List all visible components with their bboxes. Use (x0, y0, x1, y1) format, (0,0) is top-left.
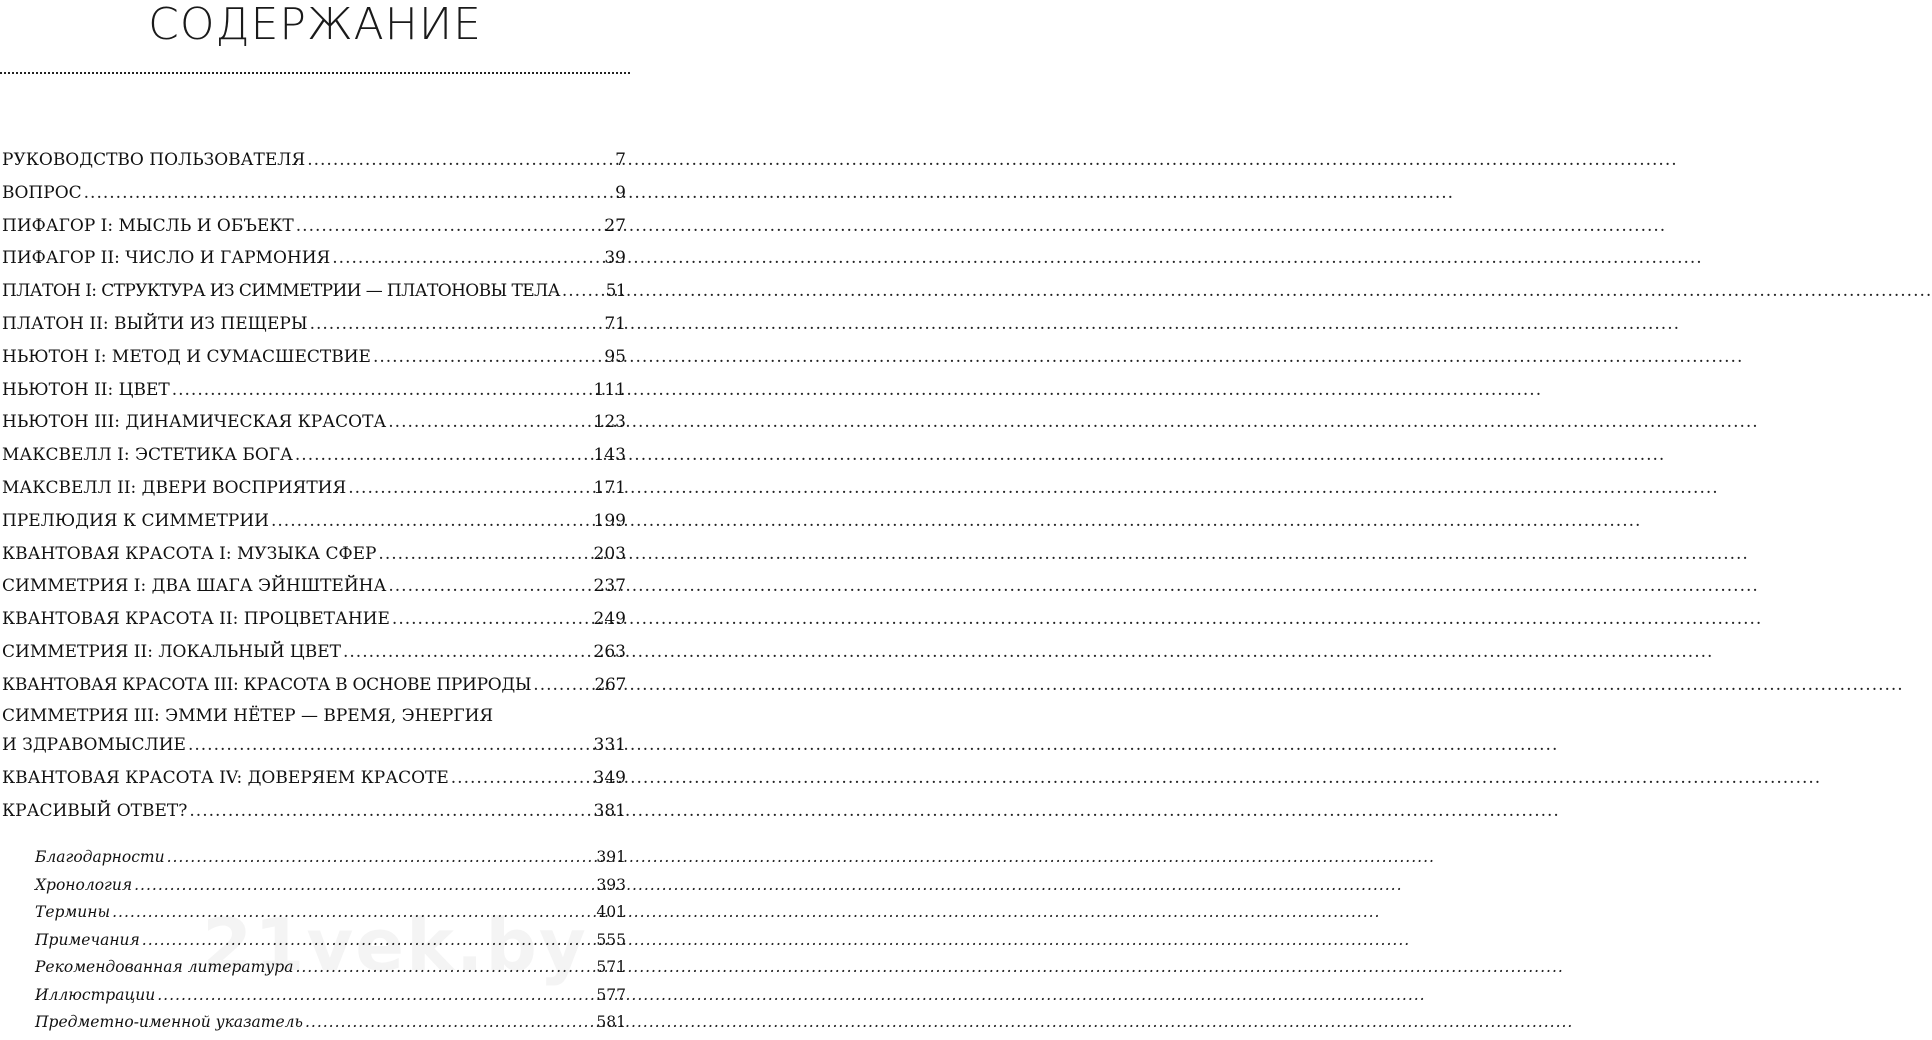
toc-entry-label: Иллюстрации (35, 985, 156, 1004)
toc-entry-page: 71 (604, 313, 626, 334)
toc-entry[interactable] (2, 669, 626, 702)
toc-entry-label: Примечания (35, 930, 140, 949)
toc-entry[interactable] (2, 406, 626, 439)
toc-entry-page: 393 (596, 875, 626, 894)
toc-entry-page: 9 (615, 182, 626, 203)
toc-entry[interactable] (2, 603, 626, 636)
leader-dots (112, 899, 594, 927)
toc-entry-label: НЬЮТОН I: МЕТОД И СУМАСШЕСТВИЕ (2, 346, 371, 367)
toc-entry-label: РУКОВОДСТВО ПОЛЬЗОВАТЕЛЯ (2, 150, 306, 170)
leader-dots (142, 927, 595, 955)
toc-entry-page: 401 (596, 903, 626, 921)
toc-main-list (2, 144, 626, 828)
leader-dots (157, 982, 594, 1010)
toc-entry[interactable] (2, 702, 626, 763)
toc-entry[interactable] (2, 308, 626, 341)
toc-entry-page: 39 (604, 248, 626, 269)
toc-entry[interactable] (2, 505, 626, 538)
leader-dots (332, 242, 602, 275)
toc-entry-label: ПРЕЛЮДИЯ К СИММЕТРИИ (2, 510, 269, 531)
leader-dots (189, 795, 591, 828)
toc-entry-label: Термины (35, 903, 111, 921)
toc-entry-label: КВАНТОВАЯ КРАСОТА I: МУЗЫКА СФЕР (2, 543, 377, 564)
toc-entry-label: Хронология (35, 875, 133, 894)
leader-dots (172, 374, 592, 407)
title-dotted-divider (0, 72, 630, 74)
toc-entry[interactable] (2, 538, 626, 571)
toc-entry-label: СИММЕТРИЯ I: ДВА ШАГА ЭЙНШТЕЙНА (2, 576, 387, 597)
leader-dots (305, 1009, 594, 1037)
leader-dots (188, 730, 592, 760)
toc-back-entry[interactable] (35, 872, 626, 900)
toc-entry[interactable] (2, 762, 626, 795)
toc-entry-label: КВАНТОВАЯ КРАСОТА IV: ДОВЕРЯЕМ КРАСОТЕ (2, 768, 449, 789)
leader-dots (295, 954, 594, 982)
toc-entry-page: 111 (593, 379, 626, 400)
toc-entry-label: Рекомендованная литература (35, 958, 294, 976)
leader-dots (533, 669, 592, 702)
toc-entry-label: ПЛАТОН I: СТРУКТУРА ИЗ СИММЕТРИИ — ПЛАТОНОВЫ ТЕЛА (2, 281, 560, 302)
toc-back-matter-list (35, 844, 626, 1037)
toc-entry-page: 51 (605, 281, 626, 302)
leader-dots (392, 603, 592, 636)
toc-entry-page: 267 (594, 674, 626, 695)
toc-back-entry[interactable] (35, 982, 626, 1010)
toc-entry[interactable] (2, 144, 626, 177)
toc-entry[interactable] (2, 636, 626, 669)
toc-entry-label: Благодарности (35, 848, 165, 866)
toc-back-entry[interactable] (35, 844, 626, 872)
toc-back-entry[interactable] (35, 954, 626, 982)
toc-entry-label: НЬЮТОН II: ЦВЕТ (2, 379, 170, 400)
toc-entry-page: 571 (596, 958, 626, 976)
leader-dots (167, 844, 595, 872)
leader-dots (373, 341, 602, 374)
toc-entry[interactable] (2, 570, 626, 603)
leader-dots (562, 275, 604, 308)
toc-entry-page: 555 (596, 930, 626, 949)
leader-dots (388, 406, 591, 439)
toc-entry-label: МАКСВЕЛЛ II: ДВЕРИ ВОСПРИЯТИЯ (2, 477, 347, 498)
toc-entry-page: 143 (593, 445, 626, 466)
toc-entry-page: 203 (593, 543, 626, 564)
toc-entry-page: 581 (596, 1013, 626, 1031)
toc-entry-label: СИММЕТРИЯ II: ЛОКАЛЬНЫЙ ЦВЕТ (2, 641, 341, 662)
toc-entry[interactable] (2, 210, 626, 243)
toc-back-entry[interactable] (35, 927, 626, 955)
toc-entry-page: 331 (593, 734, 626, 755)
toc-entry[interactable] (2, 439, 626, 472)
toc-entry-label: НЬЮТОН III: ДИНАМИЧЕСКАЯ КРАСОТА (2, 412, 387, 433)
leader-dots (84, 177, 614, 210)
toc-entry-label: КРАСИВЫЙ ОТВЕТ? (2, 801, 188, 822)
toc-entry-page: 7 (615, 150, 626, 170)
toc-entry-label: ПИФАГОР II: ЧИСЛО И ГАРМОНИЯ (2, 248, 331, 269)
toc-entry[interactable] (2, 795, 626, 828)
toc-entry-page: 577 (596, 985, 626, 1004)
toc-entry-label: КВАНТОВАЯ КРАСОТА II: ПРОЦВЕТАНИЕ (2, 609, 390, 630)
toc-entry-page: 249 (593, 609, 626, 630)
leader-dots (296, 210, 603, 243)
toc-entry-page: 171 (593, 477, 626, 498)
toc-entry-label: Предметно-именной указатель (35, 1013, 303, 1031)
toc-entry[interactable] (2, 242, 626, 275)
toc-entry[interactable] (2, 341, 626, 374)
toc-entry-label: ПЛАТОН II: ВЫЙТИ ИЗ ПЕЩЕРЫ (2, 313, 308, 334)
toc-entry-label-continued: И ЗДРАВОМЫСЛИЕ (2, 734, 186, 755)
toc-entry[interactable] (2, 177, 626, 210)
toc-entry-label: СИММЕТРИЯ III: ЭММИ НЁТЕР — ВРЕМЯ, ЭНЕРГИЯ (2, 705, 494, 726)
toc-entry-page: 27 (604, 215, 626, 236)
toc-entry-label: КВАНТОВАЯ КРАСОТА III: КРАСОТА В ОСНОВЕ ПРИРОДЫ (2, 674, 532, 695)
toc-entry[interactable] (2, 374, 626, 407)
leader-dots (271, 505, 592, 538)
toc-entry[interactable] (2, 275, 626, 308)
toc-entry-page: 199 (593, 510, 626, 531)
leader-dots (307, 144, 613, 177)
toc-entry-label: ПИФАГОР I: МЫСЛЬ И ОБЪЕКТ (2, 215, 294, 236)
leader-dots (451, 762, 592, 795)
leader-dots (378, 538, 591, 571)
toc-entry-page: 381 (593, 801, 626, 822)
toc-entry-page: 237 (593, 576, 626, 597)
leader-dots (388, 570, 591, 603)
toc-entry-label: МАКСВЕЛЛ I: ЭСТЕТИКА БОГА (2, 445, 293, 466)
toc-entry-page: 391 (596, 848, 626, 866)
toc-entry-page: 263 (593, 641, 626, 662)
toc-entry-page: 123 (593, 412, 626, 433)
leader-dots (295, 439, 592, 472)
leader-dots (310, 308, 603, 341)
leader-dots (343, 636, 592, 669)
toc-entry-label: ВОПРОС (2, 182, 82, 203)
toc-back-entry[interactable] (35, 899, 626, 927)
toc-entry-page: 95 (604, 346, 626, 367)
leader-dots (134, 872, 594, 900)
toc-entry-page: 349 (593, 768, 626, 789)
toc-back-entry[interactable] (35, 1009, 626, 1037)
toc-entry[interactable] (2, 472, 626, 505)
page-title: СОДЕРЖАНИЕ (148, 0, 482, 50)
leader-dots (348, 472, 591, 505)
